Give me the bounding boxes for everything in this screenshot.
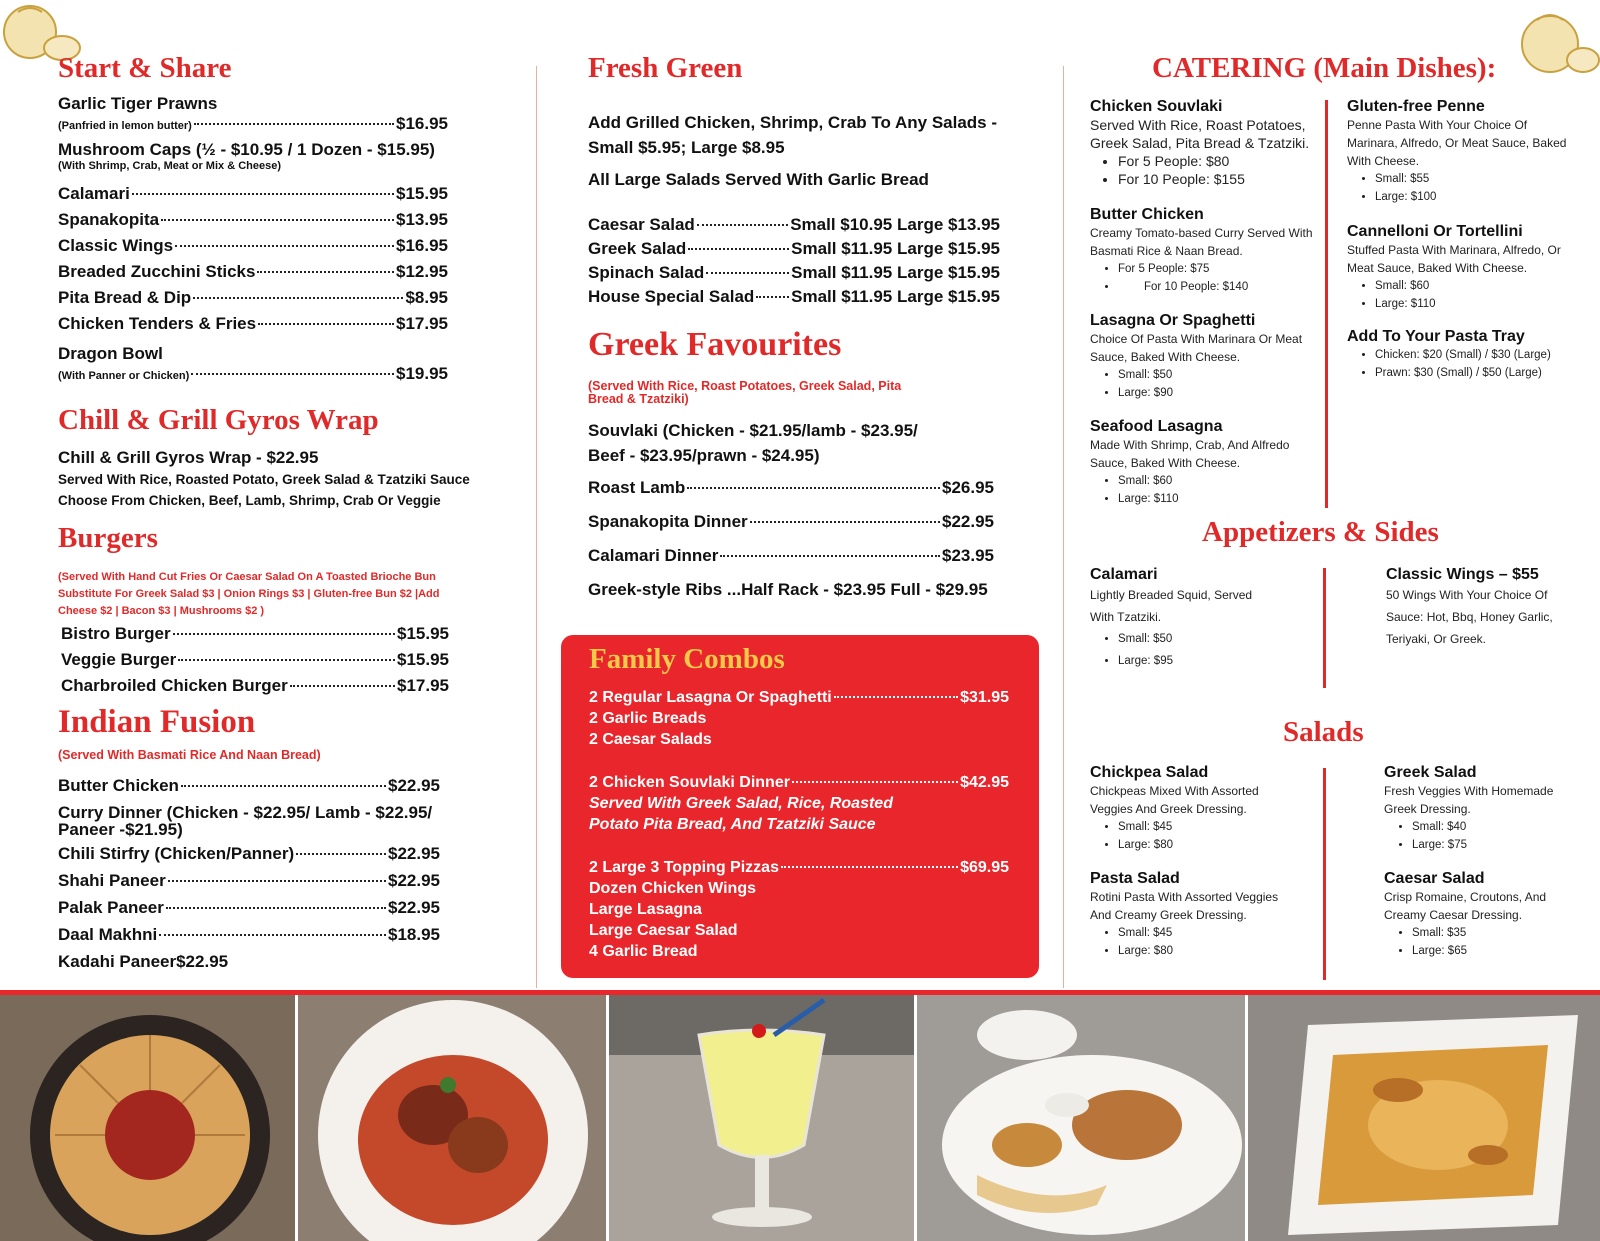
combo-list — [589, 687, 1009, 962]
list-item: Mushroom Caps (½ - $10.95 / 1 Dozen - $15.95) (With Shrimp, Crab, Meat or Mix & Cheese) — [58, 140, 435, 172]
burgers-list — [61, 624, 449, 702]
section-title-start-share: Start & Share — [58, 52, 232, 84]
list-item: Caesar Salad Small $10.95 Large $13.95 — [588, 215, 1000, 234]
indian-note: (Served With Basmati Rice And Naan Bread) — [58, 748, 321, 762]
family-combos-box — [561, 635, 1039, 978]
section-title-appetizers: Appetizers & Sides — [1202, 516, 1439, 548]
salads-divider — [1323, 768, 1326, 980]
photo-curry-dish — [298, 995, 610, 1241]
section-title-fresh-green: Fresh Green — [588, 52, 743, 84]
greek-list — [588, 478, 994, 600]
combo-line: 2 Garlic Breads — [589, 710, 707, 727]
photo-pita-dip — [0, 995, 298, 1241]
list-item: Veggie Burger $15.95 — [61, 650, 449, 669]
section-title-greek: Greek Favourites — [588, 326, 842, 363]
food-photo-strip — [0, 995, 1600, 1241]
salad-item: Greek Salad Fresh Veggies With Homemade Greek Dressing. • Small: $40 • Large: $75 — [1384, 764, 1580, 870]
salad-item: Chickpea Salad Chickpeas Mixed With Assorted Veggies And Greek Dressing. • Small: $45 • Large: $80 — [1090, 764, 1290, 870]
appetizer-right: Classic Wings – $55 50 Wings With Your Choice Of Sauce: Hot, Bbq, Honey Garlic, Teriyaki, Or Greek. — [1386, 566, 1553, 646]
list-item: Calamari Dinner $23.95 — [588, 546, 994, 565]
list-item: Chili Stirfry (Chicken/Panner) $22.95 — [58, 844, 440, 863]
tomato-illustration-right — [1505, 6, 1600, 81]
indian-list — [58, 776, 440, 979]
list-item: Spanakopita Dinner $22.95 — [588, 512, 994, 531]
list-item: Classic Wings $16.95 — [58, 236, 448, 255]
list-item: Roast Lamb $26.95 — [588, 478, 994, 497]
appetizers-divider — [1323, 568, 1326, 688]
catering-right — [1347, 98, 1579, 382]
catering-item: Lasagna Or Spaghetti Choice Of Pasta With Marinara Or Meat Sauce, Baked With Cheese. • Small: $50 • Large: $90 — [1090, 312, 1320, 418]
salad-bread-line: All Large Salads Served With Garlic Bread — [588, 170, 929, 189]
photo-baked-lasagna — [1248, 995, 1600, 1241]
combo-item: 2 Large 3 Topping Pizzas $69.95 — [589, 859, 1009, 876]
section-title-family-combos: Family Combos — [589, 643, 785, 675]
column-divider — [1063, 66, 1064, 988]
catering-item: Seafood Lasagna Made With Shrimp, Crab, And Alfredo Sauce, Baked With Cheese. • Small: $60 • Large: $110 — [1090, 418, 1320, 508]
salad-add-on-line: Add Grilled Chicken, Shrimp, Crab To Any Salads - Small $5.95; Large $8.95 — [588, 113, 998, 157]
salad-item: Pasta Salad Rotini Pasta With Assorted Veggies And Creamy Greek Dressing. • Small: $45 • Large: $80 — [1090, 870, 1290, 960]
list-item: Calamari $15.95 — [58, 184, 448, 203]
greek-note: (Served With Rice, Roast Potatoes, Greek Salad, Pita Bread & Tzatziki) — [588, 379, 902, 406]
souvlaki-line: Souvlaki (Chicken - $21.95/lamb - $23.95/ Beef - $23.95/prawn - $24.95) — [588, 421, 918, 465]
salads-left — [1090, 764, 1290, 960]
list-item: Pita Bread & Dip $8.95 — [58, 288, 448, 307]
fresh-green-list — [588, 215, 1000, 311]
catering-divider — [1325, 100, 1328, 508]
combo-line: 4 Garlic Bread — [589, 943, 698, 960]
combo-desc: Served With Greek Salad, Rice, Roasted Potato Pita Bread, And Tzatziki Sauce — [589, 795, 893, 833]
list-item: Greek Salad Small $11.95 Large $15.95 — [588, 239, 1000, 258]
gyros-price-line: Chill & Grill Gyros Wrap - $22.95 — [58, 448, 319, 467]
section-title-catering: CATERING (Main Dishes): — [1152, 52, 1497, 84]
list-item: Daal Makhni $18.95 — [58, 925, 440, 944]
list-item: Breaded Zucchini Sticks $12.95 — [58, 262, 448, 281]
catering-item: Butter Chicken Creamy Tomato-based Curry Served With Basmati Rice & Naan Bread. • For 5 People: $75 • For 10 People: $140 — [1090, 206, 1320, 312]
list-item: Curry Dinner (Chicken - $22.95/ Lamb - $22.95/ Paneer -$21.95) — [58, 803, 433, 839]
gyros-desc: Served With Rice, Roasted Potato, Greek Salad & Tzatziki Sauce — [58, 472, 470, 487]
catering-item: Add To Your Pasta Tray • Chicken: $20 (Small) / $30 (Large) • Prawn: $30 (Small) / $50 (Large) — [1347, 328, 1579, 382]
list-item: Charbroiled Chicken Burger $17.95 — [61, 676, 449, 695]
list-item: Spanakopita $13.95 — [58, 210, 448, 229]
combo-item: 2 Chicken Souvlaki Dinner $42.95 — [589, 774, 1009, 791]
salads-right — [1384, 764, 1580, 960]
list-item: Greek-style Ribs ...Half Rack - $23.95 Full - $29.95 — [588, 580, 988, 599]
photo-souvlaki-plate — [917, 995, 1248, 1241]
section-title-indian: Indian Fusion — [58, 704, 256, 740]
catering-item: Chicken Souvlaki Served With Rice, Roast Potatoes, Greek Salad, Pita Bread & Tzatziki. • For 5 People: $80 • For 10 People: $155 — [1090, 98, 1320, 206]
combo-line: Large Lasagna — [589, 901, 702, 918]
burgers-note: (Served With Hand Cut Fries Or Caesar Salad On A Toasted Brioche Bun Substitute For Greek Salad $3 | Onion Rings $3 | Gluten-free Bun $2 |Add Cheese $2 | Bacon $3 | Mushrooms $2 ) — [58, 571, 440, 617]
list-item: Dragon Bowl (With Panner or Chicken) $19.95 — [58, 344, 448, 383]
start-share-list — [58, 94, 448, 384]
combo-line: 2 Caesar Salads — [589, 731, 712, 748]
catering-item: Cannelloni Or Tortellini Stuffed Pasta With Marinara, Alfredo, Or Meat Sauce, Baked With Cheese. • Small: $60 • Large: $110 — [1347, 223, 1579, 328]
list-item: Palak Paneer $22.95 — [58, 898, 440, 917]
catering-item: Gluten-free Penne Penne Pasta With Your Choice Of Marinara, Alfredo, Or Meat Sauce, Baked With Cheese. • Small: $55 • Large: $100 — [1347, 98, 1579, 223]
combo-item: 2 Regular Lasagna Or Spaghetti $31.95 — [589, 689, 1009, 706]
list-item: Shahi Paneer $22.95 — [58, 871, 440, 890]
list-item: Garlic Tiger Prawns (Panfried in lemon butter) $16.95 — [58, 94, 448, 133]
gyros-choices: Choose From Chicken, Beef, Lamb, Shrimp, Crab Or Veggie — [58, 493, 441, 508]
column-divider — [536, 66, 537, 988]
section-title-gyros: Chill & Grill Gyros Wrap — [58, 404, 379, 436]
appetizer-left: Calamari Lightly Breaded Squid, Served With Tzatziki. • Small: $50 • Large: $95 — [1090, 566, 1290, 672]
list-item: Kadahi Paneer$22.95 — [58, 952, 229, 971]
section-title-salads: Salads — [1283, 716, 1364, 748]
photo-cocktail — [609, 995, 917, 1241]
list-item: Chicken Tenders & Fries $17.95 — [58, 314, 448, 333]
list-item: Bistro Burger $15.95 — [61, 624, 449, 643]
salad-item: Caesar Salad Crisp Romaine, Croutons, And Creamy Caesar Dressing. • Small: $35 • Large: $65 — [1384, 870, 1580, 960]
combo-line: Dozen Chicken Wings — [589, 880, 756, 897]
list-item: House Special Salad Small $11.95 Large $15.95 — [588, 287, 1000, 306]
section-title-burgers: Burgers — [58, 522, 158, 554]
combo-line: Large Caesar Salad — [589, 922, 738, 939]
list-item: Butter Chicken $22.95 — [58, 776, 440, 795]
list-item: Spinach Salad Small $11.95 Large $15.95 — [588, 263, 1000, 282]
catering-left — [1090, 98, 1320, 508]
